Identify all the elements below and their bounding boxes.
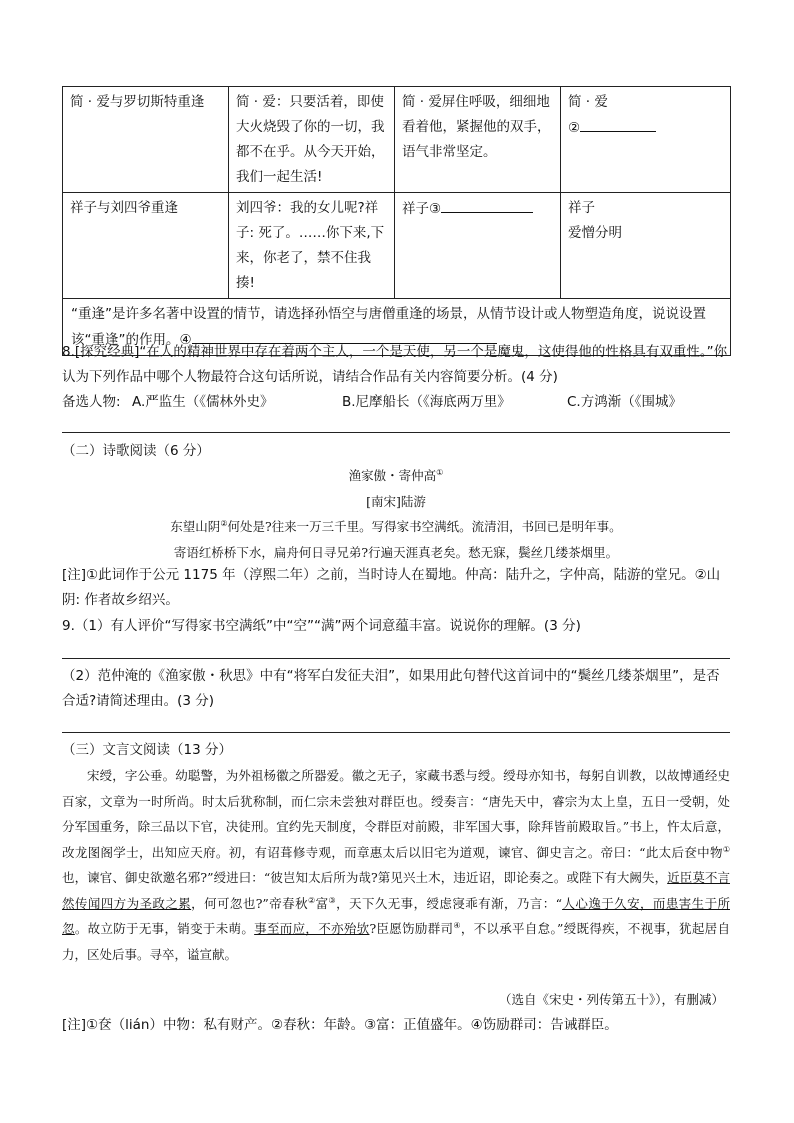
answer-line[interactable] — [62, 432, 730, 433]
poem-title-text: 渔家傲・寄仲高 — [348, 468, 437, 483]
question-8-options — [62, 390, 730, 415]
poem-line-2: 寄语红桥桥下水，扁舟何日寻兄弟?行遍天涯真老矣。愁无寐，鬓丝几缕茶烟里。 — [173, 545, 619, 560]
option-c: C.方鸿渐（《围城》 — [567, 394, 682, 410]
passage-text: ，天下久无事，绶虑寖乖有渐，乃言：“ — [336, 895, 563, 911]
blank-label: 祥子③ — [402, 201, 442, 217]
question-9-2: （2）范仲淹的《渔家傲・秋思》中有“将军白发征夫泪”，如果用此句替代这首词中的“鬓丝几缕茶烟里”，是否合适?请简述理由。(3 分) — [62, 668, 720, 709]
passage-text: ?臣愿饬励群司 — [369, 921, 454, 936]
footnote-mark: ② — [308, 895, 316, 905]
character-name: 祥子 — [568, 200, 595, 216]
answer-blank-2[interactable] — [568, 115, 724, 141]
section-heading: （二）诗歌阅读（6 分） — [62, 443, 210, 459]
table-cell-character — [561, 193, 731, 299]
table-row — [63, 193, 731, 299]
option-b: B.尼摩船长（《海底两万里》 — [342, 394, 511, 410]
poem-author: [南宋]陆游 — [366, 494, 426, 509]
poem-note: [注]①此词作于公元 1175 年（淳熙二年）之前，当时诗人在蜀地。仲高：陆升之，字仲高，陆游的堂兄。②山阴: 作者故乡绍兴。 — [62, 567, 721, 608]
passage-text: 富 — [315, 895, 329, 911]
option-a: A.严监生（《儒林外史》 — [132, 394, 274, 410]
question-8 — [62, 340, 730, 415]
poem-title — [62, 463, 730, 489]
answer-line[interactable] — [62, 732, 730, 733]
poem-text: 东望山阴 — [170, 519, 221, 534]
footnote-mark: ④ — [453, 920, 461, 930]
table-cell-dialogue: 刘四爷：我的女儿呢?祥子: 死了。……你下来,下来，你老了，禁不住我揍! — [229, 193, 395, 299]
passage-text: ，何可忽也?”帝春秋 — [191, 895, 308, 911]
table-cell-detail[interactable] — [395, 193, 561, 299]
section-heading: （三）文言文阅读（13 分） — [62, 742, 232, 758]
footnote-mark: ③ — [328, 895, 337, 905]
table-row — [63, 87, 731, 193]
table-cell-dialogue: 简 · 爱：只要活着，即使大火烧毁了你的一切，我都不在乎。从今天开始，我们一起生活! — [229, 87, 395, 193]
character-name: 简 · 爱 — [568, 94, 608, 110]
table-cell-scene: 祥子与刘四爷重逢 — [63, 193, 229, 299]
passage-text: 宋绶，字公垂。幼聪警，为外祖杨徽之所器爱。徽之无子，家藏书悉与绶。绶母亦知书，每躬自训教，以故博通经史百家，文章为一时所尚。时太后犹称制，而仁宗未尝独对群臣也。绶奏言：“唐先天中，睿宗为太上皇，五日一受朝，处分军国重务，除三品以下官，决徒刑。宜约先天制度，令群臣对前殿，非军国大事，除拜皆前殿取旨。”书上，忤太后意，改龙图阁学士，出知应天府。初，有诏葺修寺观，而章惠太后以旧宅为道观，谏官、御史言之。帝曰：“此太后奁中物 — [62, 768, 730, 860]
passage-note: [注]①奁（lián）中物：私有财产。②春秋：年龄。③富：正值盛年。④饬励群司：告诫群臣。 — [62, 1017, 618, 1033]
answer-line — [441, 196, 533, 213]
underlined-sentence: 事至而应，不亦殆欤 — [254, 921, 370, 936]
character-trait: 爱憎分明 — [568, 225, 622, 241]
passage-text: 。故立防于无事，销变于未萌。 — [74, 921, 255, 936]
poem-line-1 — [62, 514, 730, 540]
footnote-mark: ① — [436, 467, 444, 477]
table-cell-character — [561, 87, 731, 193]
answer-line[interactable] — [62, 658, 730, 659]
answer-line — [580, 115, 656, 132]
passage-text: 也，谏官、御史欲邀名邪?”绶进曰：“彼岂知太后所为哉?第见兴土木，违近诏，即论奏之。或陛下有大阙失， — [62, 870, 668, 885]
options-label: 备选人物: — [62, 394, 121, 410]
underlined-sentence: 人心逸于久安，而患害生于所忽 — [62, 895, 730, 936]
blank-label: ② — [568, 120, 581, 136]
footnote-mark: ① — [722, 844, 730, 854]
table-cell-detail: 简 · 爱屏住呼吸，细细地看着他，紧握他的双手，语气非常坚定。 — [395, 87, 561, 193]
classical-passage — [62, 763, 730, 967]
question-9-1: 9.（1）有人评价“写得家书空满纸”中“空”“满”两个词意蕴丰富。说说你的理解。(3 分) — [62, 618, 581, 634]
table-cell-scene: 简 · 爱与罗切斯特重逢 — [63, 87, 229, 193]
reunion-table — [62, 86, 731, 356]
footnote-mark: ② — [220, 518, 228, 528]
table-note-text: “重逢”是许多名著中设置的情节，请选择孙悟空与唐僧重逢的场景，从情节设计或人物塑造角度，说说设置该“重逢”的作用。④ — [71, 306, 706, 348]
passage-source: （选自《宋史・列传第五十》），有删减） — [498, 992, 724, 1007]
question-8-text: 8.[探究经典]“在人的精神世界中存在着两个主人，一个是天使，另一个是魔鬼，这使得他的性格具有双重性。”你认为下列作品中哪个人物最符合这句话所说，请结合作品有关内容简要分析。(4 分) — [62, 344, 728, 385]
passage-text: ，不以承平自怠。”绶既得疾，不视事，犹起居自力，区处后事。寻卒，谥宣献。 — [62, 921, 730, 962]
underlined-sentence: 近臣莫不言然传闻四方为圣政之累 — [62, 870, 730, 911]
poem-text: 何处是?往来一万三千里。写得家书空满纸。流清泪，书回已是明年事。 — [227, 519, 622, 534]
